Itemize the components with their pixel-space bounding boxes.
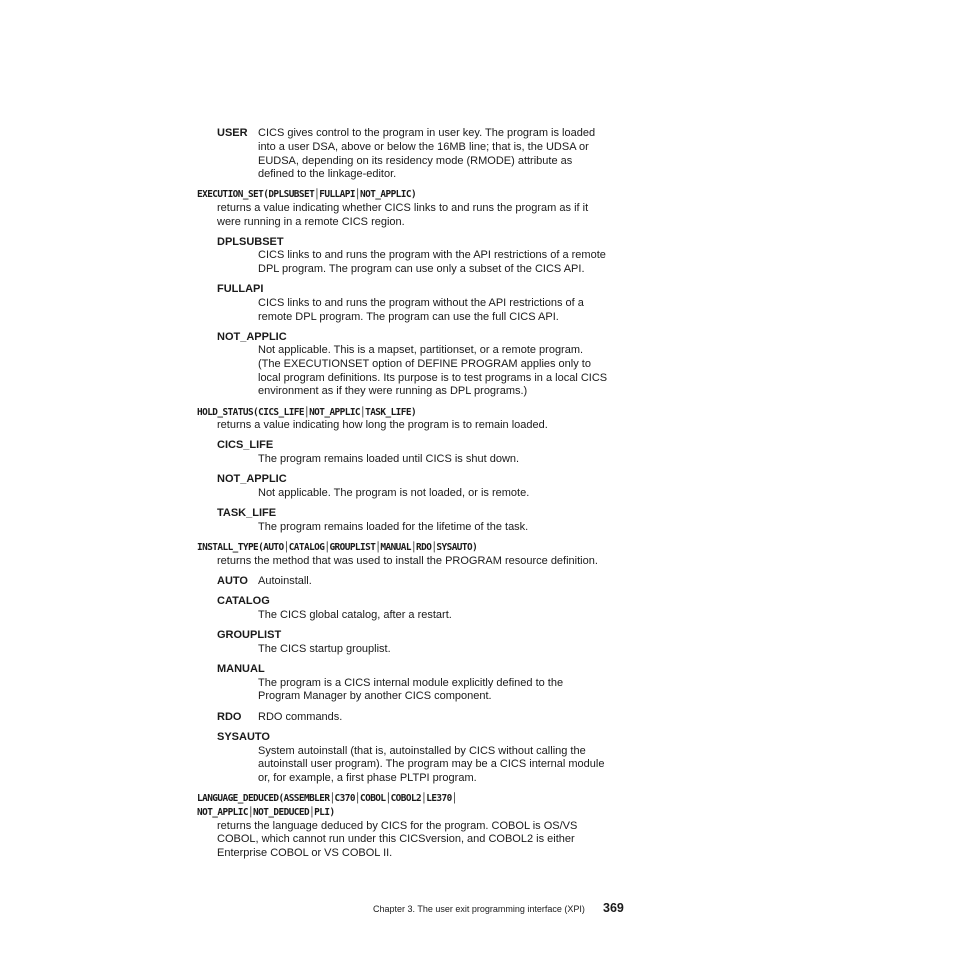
hold-status-syntax: HOLD_STATUS(CICS_LIFE│NOT_APPLIC│TASK_LIFE) <box>197 407 417 418</box>
rdo-desc: RDO commands. <box>258 711 343 723</box>
term-rdo: RDO <box>217 711 242 723</box>
term-auto: AUTO <box>217 575 248 587</box>
install-type-desc: returns the method that was used to install the PROGRAM resource definition. <box>217 555 598 567</box>
dplsubset-desc-line: DPL program. The program can use only a subset of the CICS API. <box>258 263 585 275</box>
fullapi-desc-line: remote DPL program. The program can use the full CICS API. <box>258 311 559 323</box>
term-task-life: TASK_LIFE <box>217 507 277 519</box>
execution-set-desc-line: were running in a remote CICS region. <box>217 216 405 228</box>
user-desc-line: EUDSA, depending on its residency mode (RMODE) attribute as <box>258 155 573 167</box>
term-cics-life: CICS_LIFE <box>217 439 274 451</box>
term-user: USER <box>217 127 248 139</box>
not-applic-desc: Not applicable. The program is not loaded, or is remote. <box>258 487 530 499</box>
not-applic-desc-line: environment as if they were running as DPL programs.) <box>258 385 528 397</box>
user-desc-line: into a user DSA, above or below the 16MB line; that is, the UDSA or <box>258 141 589 153</box>
user-desc-line: CICS gives control to the program in user key. The program is loaded <box>258 127 596 139</box>
term-sysauto: SYSAUTO <box>217 731 270 743</box>
language-deduced-syntax: NOT_APPLIC│NOT_DEDUCED│PLI) <box>197 807 335 818</box>
not-applic-desc-line: local program definitions. Its purpose is to test programs in a local CICS <box>258 372 608 384</box>
auto-desc: Autoinstall. <box>258 575 312 587</box>
language-deduced-syntax: LANGUAGE_DEDUCED(ASSEMBLER│C370│COBOL│COBOL2│LE370│ <box>197 793 457 804</box>
not-applic-desc-line: (The EXECUTIONSET option of DEFINE PROGRAM applies only to <box>258 358 591 370</box>
language-deduced-desc-line: COBOL, which cannot run under this CICSversion, and COBOL2 is either <box>217 833 575 845</box>
term-not-applic: NOT_APPLIC <box>217 473 287 485</box>
sysauto-desc-line: autoinstall user program). The program may be a CICS internal module <box>258 758 605 770</box>
manual-desc-line: Program Manager by another CICS component. <box>258 690 492 702</box>
task-life-desc: The program remains loaded for the lifetime of the task. <box>258 521 529 533</box>
sysauto-desc-line: or, for example, a first phase PLTPI program. <box>258 772 477 784</box>
term-catalog: CATALOG <box>217 595 270 607</box>
manual-desc-line: The program is a CICS internal module explicitly defined to the <box>258 677 564 689</box>
term-dplsubset: DPLSUBSET <box>217 236 284 248</box>
install-type-syntax: INSTALL_TYPE(AUTO│CATALOG│GROUPLIST│MANUAL│RDO│SYSAUTO) <box>197 542 478 553</box>
footer-chapter: Chapter 3. The user exit programming interface (XPI) <box>373 904 585 914</box>
catalog-desc: The CICS global catalog, after a restart. <box>258 609 452 621</box>
dplsubset-desc-line: CICS links to and runs the program with the API restrictions of a remote <box>258 249 606 261</box>
term-manual: MANUAL <box>217 663 265 675</box>
grouplist-desc: The CICS startup grouplist. <box>258 643 391 655</box>
language-deduced-desc-line: returns the language deduced by CICS for the program. COBOL is OS/VS <box>217 820 578 832</box>
hold-status-desc: returns a value indicating how long the program is to remain loaded. <box>217 419 548 431</box>
user-desc-line: defined to the linkage-editor. <box>258 168 397 180</box>
term-fullapi: FULLAPI <box>217 283 264 295</box>
cics-life-desc: The program remains loaded until CICS is shut down. <box>258 453 520 465</box>
term-not-applic: NOT_APPLIC <box>217 331 287 343</box>
execution-set-syntax: EXECUTION_SET(DPLSUBSET│FULLAPI│NOT_APPLIC) <box>197 189 417 200</box>
page-number: 369 <box>603 901 624 915</box>
execution-set-desc-line: returns a value indicating whether CICS links to and runs the program as if it <box>217 202 589 214</box>
term-grouplist: GROUPLIST <box>217 629 282 641</box>
fullapi-desc-line: CICS links to and runs the program without the API restrictions of a <box>258 297 584 309</box>
language-deduced-desc-line: Enterprise COBOL or VS COBOL II. <box>217 847 393 859</box>
sysauto-desc-line: System autoinstall (that is, autoinstalled by CICS without calling the <box>258 745 586 757</box>
not-applic-desc-line: Not applicable. This is a mapset, partitionset, or a remote program. <box>258 344 584 356</box>
